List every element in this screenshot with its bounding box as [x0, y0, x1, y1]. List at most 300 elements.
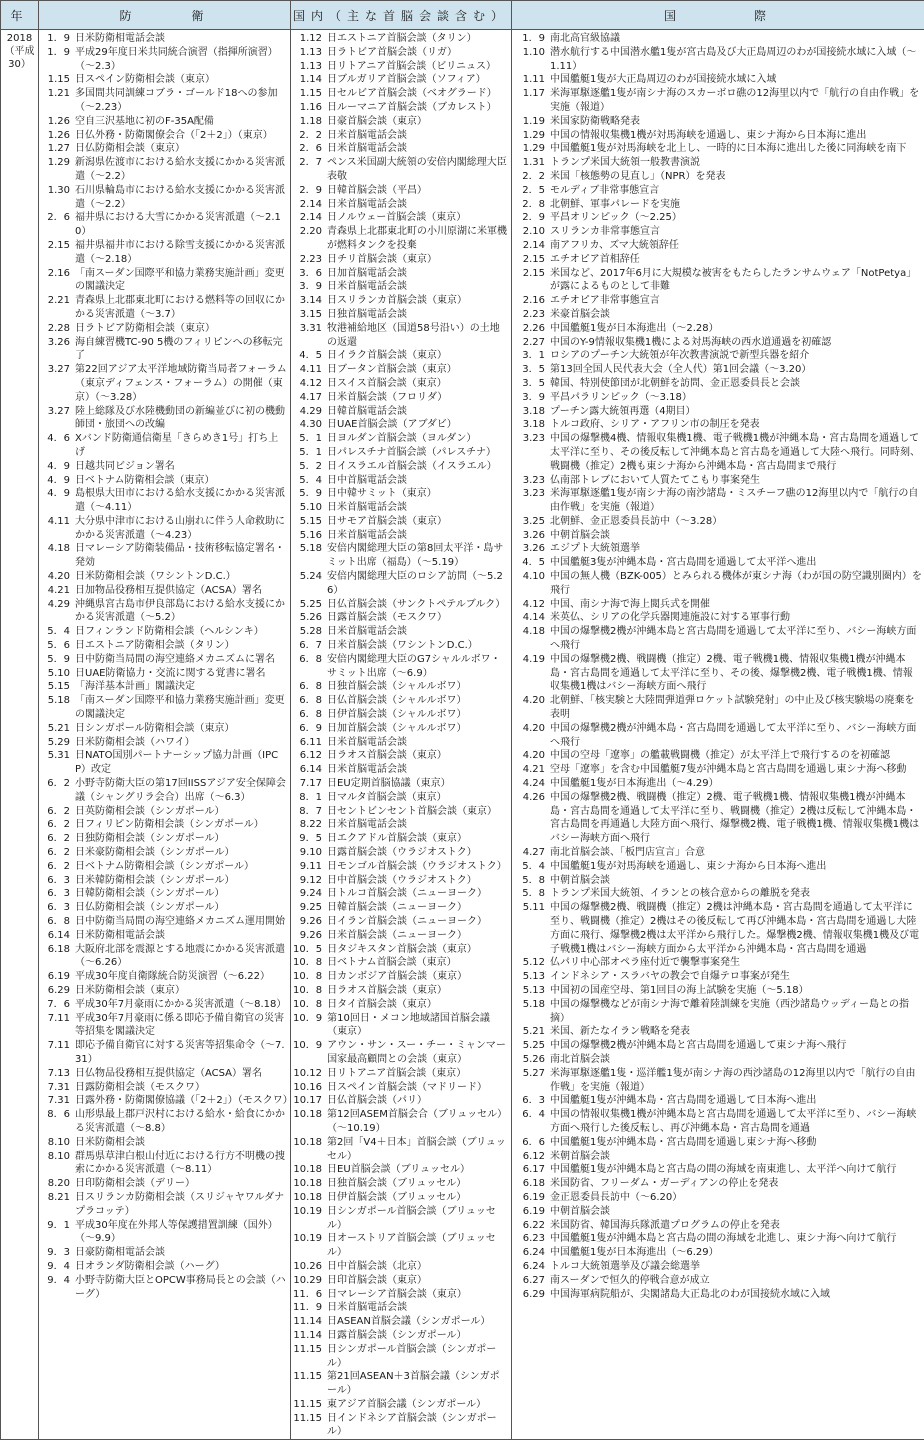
defense-entry-date: 5.15 — [41, 680, 75, 694]
defense-entry-text: 日ラトビア防衛相会談（東京） — [75, 322, 288, 336]
defense-entry-date: 5.18 — [41, 694, 75, 722]
domestic-entry — [293, 253, 509, 267]
domestic-entry-date: 11．9 — [293, 1301, 327, 1315]
international-entry-date: 3.26 — [514, 529, 550, 543]
domestic-entry — [293, 1329, 509, 1343]
defense-entry-text: 沖縄県宮古島市伊良部島における給水支援にかかる災害派遣（〜5.2） — [75, 598, 288, 626]
international-entry-text: 韓国、特別使節団が北朝鮮を訪問、金正恩委員長と会談 — [550, 377, 922, 391]
international-entry-date: 5.12 — [514, 956, 550, 970]
domestic-entry-date: 10.18 — [293, 1163, 327, 1177]
defense-entry-text: 大阪府北部を震源とする地震にかかる災害派遣（〜6.26） — [75, 943, 288, 971]
defense-entry-text: 日スリランカ防衛相会談（スリジャヤワルダナプラコッテ） — [75, 1191, 288, 1219]
international-entry-text: 北朝鮮、「核実験と大陸間弾道弾ロケット試験発射」の中止及び核実験場の廃棄を表明 — [550, 694, 922, 722]
defense-entry-text: 日仏物品役務相互提供協定（ACSA）署名 — [75, 1067, 288, 1081]
domestic-entry — [293, 1191, 509, 1205]
domestic-entry-text: 日オーストリア首脳会談（ブリュッセル） — [327, 1232, 509, 1260]
domestic-entry — [293, 32, 509, 46]
defense-entry-date: 6．3 — [41, 901, 75, 915]
domestic-entry-date: 11.14 — [293, 1329, 327, 1343]
domestic-entry-text: 日米首脳会談（フロリダ） — [327, 391, 509, 405]
domestic-entry-text: 日イラン首脳会談（ニューヨーク） — [327, 915, 509, 929]
defense-entry-date: 1.27 — [41, 142, 75, 156]
domestic-entry — [293, 1398, 509, 1412]
domestic-entry-text: 日韓首脳会談（ニューヨーク） — [327, 901, 509, 915]
defense-entry-text: 日加物品役務相互提供協定（ACSA）署名 — [75, 584, 288, 598]
domestic-entry — [293, 460, 509, 474]
defense-entry — [41, 1136, 288, 1150]
domestic-entry — [293, 1301, 509, 1315]
international-entry — [514, 901, 922, 956]
international-entry-text: 中国海軍病院船が、尖閣諸島大正島北のわが国接続水域に入域 — [550, 1288, 922, 1302]
domestic-entry — [293, 294, 509, 308]
international-entry — [514, 1067, 922, 1095]
international-entry — [514, 625, 922, 653]
defense-entry-text: 日米防衛相会談 — [75, 1136, 288, 1150]
domestic-entry-date: 2．6 — [293, 142, 327, 156]
international-entry-date: 6.12 — [514, 1150, 550, 1164]
international-entry-date: 5.25 — [514, 1039, 550, 1053]
defense-entry — [41, 915, 288, 929]
domestic-entry-date: 3.31 — [293, 322, 327, 350]
defense-entry — [41, 984, 288, 998]
domestic-entry-text: 日ノルウェー首脳会談（東京） — [327, 211, 509, 225]
domestic-entry-text: 日タジキスタン首脳会談（東京） — [327, 943, 509, 957]
domestic-entry — [293, 846, 509, 860]
domestic-entry — [293, 60, 509, 74]
domestic-entry-date: 4．5 — [293, 349, 327, 363]
international-entry-date: 6.22 — [514, 1219, 550, 1233]
domestic-entry-text: 日印首脳会談（東京） — [327, 1274, 509, 1288]
international-entry-text: 金正恩委員長訪中（〜6.20） — [550, 1191, 922, 1205]
international-entry-date: 6.23 — [514, 1232, 550, 1246]
domestic-entry-date: 4.30 — [293, 418, 327, 432]
domestic-entry-date: 2．9 — [293, 184, 327, 198]
domestic-entry-text: 第12回ASEM首脳会合（ブリュッセル）（〜10.19） — [327, 1108, 509, 1136]
defense-entry-date: 2．6 — [41, 211, 75, 239]
domestic-entry-text: 日リトアニア首脳会談（東京） — [327, 1067, 509, 1081]
domestic-entry — [293, 736, 509, 750]
domestic-entry-date: 6.14 — [293, 763, 327, 777]
defense-entry-date: 1.30 — [41, 184, 75, 212]
domestic-entry — [293, 487, 509, 501]
defense-entry — [41, 129, 288, 143]
international-entry-text: エジプト大統領選挙 — [550, 542, 922, 556]
domestic-entry-text: 日米首脳電話会談 — [327, 129, 509, 143]
international-entry — [514, 984, 922, 998]
domestic-entry-text: 日セルビア首脳会談（ベオグラード） — [327, 87, 509, 101]
defense-entry-date: 7.13 — [41, 1067, 75, 1081]
international-entry-date: 6.24 — [514, 1260, 550, 1274]
international-entry — [514, 570, 922, 598]
domestic-entry-date: 6．8 — [293, 708, 327, 722]
defense-entry — [41, 1150, 288, 1178]
defense-entry — [41, 584, 288, 598]
defense-entry-date: 4．9 — [41, 487, 75, 515]
international-entry — [514, 32, 922, 46]
international-entry-text: 中国の爆撃機2機、戦闘機（推定）2機は沖縄本島・宮古島間を通過して太平洋に至り、戦闘機（推定）2機はその後反転して再び沖縄本島・宮古島間を通過し大陸方面に飛行、爆撃機2機は太平洋から飛行した。爆撃機2機、情報収集機1機及び電子戦機1機はバシー海峡方面から太平洋から沖縄本島・宮古島間を通過 — [550, 901, 922, 956]
domestic-entry — [293, 377, 509, 391]
international-entry-text: 北朝鮮、軍事パレードを実施 — [550, 198, 922, 212]
defense-entry-date: 7.11 — [41, 1012, 75, 1040]
defense-entry-date: 4.18 — [41, 542, 75, 570]
domestic-entry-text: 日米首脳電話会談 — [327, 736, 509, 750]
defense-entry — [41, 887, 288, 901]
international-entry-date: 1.31 — [514, 156, 550, 170]
defense-entry-text: 日フィンランド防衛相会談（ヘルシンキ） — [75, 625, 288, 639]
domestic-entry-date: 4.11 — [293, 363, 327, 377]
domestic-entry — [293, 639, 509, 653]
domestic-entry-date: 6.12 — [293, 749, 327, 763]
defense-entry-date: 9．1 — [41, 1219, 75, 1247]
defense-entry-text: 第22回アジア太平洋地域防衛当局者フォーラム（東京ディフェンス・フォーラム）の開催（東京）（〜3.28） — [75, 363, 288, 404]
international-entry-text: 中国艦艇1隻が大正島周辺のわが国接続水域に入域 — [550, 73, 922, 87]
defense-entry-date: 6.18 — [41, 943, 75, 971]
domestic-entry-text: 日米首脳会談（ニューヨーク） — [327, 929, 509, 943]
domestic-entry-date: 8．7 — [293, 805, 327, 819]
international-entry-text: 中国の爆撃機2機、戦闘機（推定）2機、電子戦機1機、情報収集機1機が沖縄本島・宮古島間を通過して太平洋に至り、戦闘機（推定）2機は反転して沖縄本島・宮古島間を再通過し大陸方面へ飛行、爆撃機2機、電子戦機1機、情報収集機1機はバシー海峡方面へ飛行 — [550, 791, 922, 846]
defense-entry-text: 海自練習機TC-90 5機のフィリピンへの移転完了 — [75, 336, 288, 364]
domestic-entry — [293, 87, 509, 101]
defense-entry — [41, 832, 288, 846]
defense-entry-date: 3.27 — [41, 405, 75, 433]
defense-entry — [41, 1219, 288, 1247]
defense-entry — [41, 294, 288, 322]
defense-entry-date: 4.11 — [41, 515, 75, 543]
domestic-entry-date: 10．8 — [293, 956, 327, 970]
defense-entry-date: 8.20 — [41, 1177, 75, 1191]
defense-entry-date: 9．3 — [41, 1246, 75, 1260]
domestic-entry — [293, 984, 509, 998]
domestic-entry-date: 3．9 — [293, 280, 327, 294]
international-entry-date: 5.11 — [514, 901, 550, 956]
domestic-entry-text: 日米首脳電話会談 — [327, 763, 509, 777]
defense-entry-text: 日仏防衛相会談（東京） — [75, 142, 288, 156]
domestic-entry — [293, 322, 509, 350]
domestic-entry-text: 日米首脳電話会談 — [327, 818, 509, 832]
domestic-entry-date: 10．9 — [293, 1012, 327, 1040]
domestic-entry-date: 1.13 — [293, 46, 327, 60]
domestic-entry — [293, 1343, 509, 1371]
domestic-entry-text: 日米首脳電話会談 — [327, 142, 509, 156]
international-entry — [514, 294, 922, 308]
defense-entry-text: 日UAE防衛協力・交流に関する覚書に署名 — [75, 667, 288, 681]
international-entry — [514, 791, 922, 846]
defense-entry-text: 島根県大田市における給水支援にかかる災害派遣（〜4.11） — [75, 487, 288, 515]
international-entry-text: 米英仏、シリアの化学兵器関連施設に対する軍事行動 — [550, 611, 922, 625]
defense-entry — [41, 736, 288, 750]
domestic-entry-text: 第21回ASEAN＋3首脳会議（シンガポール） — [327, 1370, 509, 1398]
defense-entry-date: 5.29 — [41, 736, 75, 750]
international-entry-text: 米豪首脳会談 — [550, 308, 922, 322]
international-entry-text: エチオピア非常事態宣言 — [550, 294, 922, 308]
domestic-entry — [293, 1108, 509, 1136]
international-entry-date: 4.20 — [514, 749, 550, 763]
international-entry-text: 南北高官級協議 — [550, 32, 922, 46]
defense-entry-text: 山形県最上郡戸沢村における給水・給食にかかる災害派遣（〜8.8） — [75, 1108, 288, 1136]
domestic-entry-text: 日シンガポール首脳会談（シンガポール） — [327, 1343, 509, 1371]
domestic-entry-text: 日ラオス首脳会談（東京） — [327, 749, 509, 763]
defense-entry — [41, 818, 288, 832]
international-entry-date: 6.27 — [514, 1274, 550, 1288]
defense-entry-date: 6．2 — [41, 777, 75, 805]
domestic-entry-text: 日仏首脳会談（シャルルボワ） — [327, 694, 509, 708]
domestic-entry-text: 日マレーシア首脳会談（東京） — [327, 1288, 509, 1302]
international-entry-date: 6.29 — [514, 1288, 550, 1302]
international-entry-text: 南アフリカ、ズマ大統領辞任 — [550, 239, 922, 253]
defense-entry-text: 「海洋基本計画」閣議決定 — [75, 680, 288, 694]
domestic-entry — [293, 225, 509, 253]
international-entry-date: 1.11 — [514, 73, 550, 87]
international-entry-text: 中国の情報収集機1機が沖縄本島と宮古島間を通過して太平洋に至り、バシー海峡方面へ飛行した後反転し、再び沖縄本島・宮古島間を通過 — [550, 1108, 922, 1136]
defense-entry-date: 4.29 — [41, 598, 75, 626]
domestic-entry-date: 5.10 — [293, 501, 327, 515]
domestic-entry-date: 11.15 — [293, 1343, 327, 1371]
domestic-entry-date: 4.12 — [293, 377, 327, 391]
defense-entry-date: 6．2 — [41, 860, 75, 874]
international-entry — [514, 763, 922, 777]
international-entry-text: スリランカ非常事態宣言 — [550, 225, 922, 239]
domestic-entry-date: 10.19 — [293, 1205, 327, 1233]
domestic-entry-text: 日ASEAN首脳会議（シンガポール） — [327, 1315, 509, 1329]
international-entry — [514, 1246, 922, 1260]
defense-entry-date: 2.16 — [41, 267, 75, 295]
domestic-entry — [293, 832, 509, 846]
domestic-entry-date: 2.14 — [293, 211, 327, 225]
domestic-entry-date: 5.25 — [293, 598, 327, 612]
international-entry-date: 2．8 — [514, 198, 550, 212]
domestic-entry-date: 5．9 — [293, 487, 327, 501]
domestic-entry-text: 日中首脳会談（ウラジオストク） — [327, 874, 509, 888]
domestic-entry-text: 日仏首脳会談（サンクトペテルブルク） — [327, 598, 509, 612]
international-entry-date: 4.21 — [514, 763, 550, 777]
international-entry-date: 1.19 — [514, 115, 550, 129]
domestic-entry-date: 1.14 — [293, 73, 327, 87]
defense-entry-text: 日豪防衛相電話会談 — [75, 1246, 288, 1260]
domestic-entry-date: 10．8 — [293, 970, 327, 984]
international-entry-date: 2.14 — [514, 239, 550, 253]
domestic-entry-date: 11.15 — [293, 1412, 327, 1440]
year-cell — [1, 30, 39, 1440]
defense-entry-text: 陸上総隊及び水陸機動団の新編並びに初の機動師団・旅団への改編 — [75, 405, 288, 433]
international-entry-date: 4.26 — [514, 791, 550, 846]
domestic-entry-text: 日露首脳会談（シンガポール） — [327, 1329, 509, 1343]
defense-entry — [41, 846, 288, 860]
international-entry-date: 6.19 — [514, 1205, 550, 1219]
international-entry — [514, 391, 922, 405]
defense-entry — [41, 874, 288, 888]
international-entry-text: プーチン露大統領再選（4期目） — [550, 405, 922, 419]
domestic-entry — [293, 280, 509, 294]
international-entry-date: 4.18 — [514, 625, 550, 653]
defense-entry-text: 日中防衛当局間の海空連絡メカニズム運用開始 — [75, 915, 288, 929]
domestic-entry-date: 3.14 — [293, 294, 327, 308]
defense-entry — [41, 860, 288, 874]
international-entry-text: 中国艦艇1隻が日本海進出（〜6.29） — [550, 1246, 922, 1260]
domestic-entry-date: 3.15 — [293, 308, 327, 322]
defense-entry — [41, 267, 288, 295]
defense-entry — [41, 694, 288, 722]
domestic-entry-text: 日米首脳電話会談 — [327, 280, 509, 294]
defense-entry-date: 3.27 — [41, 363, 75, 404]
domestic-entry-text: 日仏首脳会談（パリ） — [327, 1094, 509, 1108]
domestic-entry-text: 日EU首脳会談（ブリュッセル） — [327, 1163, 509, 1177]
international-entry — [514, 184, 922, 198]
domestic-entry-date: 5．2 — [293, 460, 327, 474]
domestic-entry-date: 9.11 — [293, 860, 327, 874]
international-entry-text: 平昌オリンピック（〜2.25） — [550, 211, 922, 225]
domestic-entry-date: 10.18 — [293, 1136, 327, 1164]
international-entry-date: 4.27 — [514, 846, 550, 860]
international-entry-text: 中朝首脳会談 — [550, 529, 922, 543]
domestic-entry — [293, 998, 509, 1012]
international-entry — [514, 1053, 922, 1067]
international-entry-date: 3.26 — [514, 542, 550, 556]
international-entry — [514, 1205, 922, 1219]
domestic-entry-date: 5．1 — [293, 446, 327, 460]
international-entry — [514, 1288, 922, 1302]
international-entry — [514, 198, 922, 212]
international-entry-date: 2.15 — [514, 267, 550, 295]
domestic-entry-date: 9.24 — [293, 887, 327, 901]
international-entry — [514, 432, 922, 473]
defense-entry-date: 8．6 — [41, 1108, 75, 1136]
defense-entry-text: 日マレーシア防衛装備品・技術移転協定署名・発効 — [75, 542, 288, 570]
defense-entry-date: 5．6 — [41, 639, 75, 653]
defense-entry-text: 日シンガポール防衛相会談（東京） — [75, 722, 288, 736]
defense-entry — [41, 777, 288, 805]
domestic-entry-text: 日米首脳電話会談 — [327, 198, 509, 212]
domestic-entry-date: 6.11 — [293, 736, 327, 750]
domestic-entry — [293, 211, 509, 225]
domestic-entry — [293, 1370, 509, 1398]
international-entry — [514, 418, 922, 432]
domestic-entry — [293, 349, 509, 363]
international-entry-date: 3．5 — [514, 363, 550, 377]
domestic-entry — [293, 1081, 509, 1095]
defense-entry-text: 「南スーダン国際平和協力業務実施計画」変更の閣議決定 — [75, 267, 288, 295]
defense-entry-text: 日露防衛相会談（モスクワ） — [75, 1081, 288, 1095]
domestic-entry-text: 日独首脳会談（シャルルボワ） — [327, 680, 509, 694]
domestic-entry-date: 1.12 — [293, 32, 327, 46]
domestic-entry — [293, 901, 509, 915]
international-entry — [514, 1219, 922, 1233]
domestic-entry-date: 6．7 — [293, 639, 327, 653]
international-entry — [514, 253, 922, 267]
international-entry-date: 4．5 — [514, 556, 550, 570]
defense-entry-text: 日米韓防衛相会談（シンガポール） — [75, 874, 288, 888]
domestic-entry-text: 日中首脳会談（北京） — [327, 1260, 509, 1274]
international-entry-text: 米国「核態勢の見直し」（NPR）を発表 — [550, 170, 922, 184]
domestic-entry-text: 青森県上北郡東北町の小川原湖に米軍機が燃料タンクを投棄 — [327, 225, 509, 253]
international-entry — [514, 1136, 922, 1150]
international-entry — [514, 598, 922, 612]
domestic-entry — [293, 956, 509, 970]
international-entry-text: 中国の爆撃機2機、戦闘機（推定）2機、電子戦機1機、情報収集機1機が沖縄本島・宮古島間を通過して太平洋に至り、その後、爆撃機2機、電子戦機1機、情報収集機1機はバシー海峡方面へ飛行 — [550, 653, 922, 694]
international-entry-text: 中国艦艇1隻が対馬海峡を通過し、東シナ海から日本海へ進出 — [550, 860, 922, 874]
domestic-entry — [293, 515, 509, 529]
defense-entry-text: 青森県上北郡東北町における燃料等の回収にかかる災害派遣（〜3.7） — [75, 294, 288, 322]
international-entry-text: 潜水航行する中国潜水艦1隻が宮古島及び大正島周辺のわが国接続水域に入域（〜1.11） — [550, 46, 922, 74]
defense-entry-date: 6．3 — [41, 874, 75, 888]
domestic-entry — [293, 860, 509, 874]
international-entry-date: 5.13 — [514, 984, 550, 998]
domestic-entry-date: 7.17 — [293, 777, 327, 791]
international-entry-date: 3.18 — [514, 405, 550, 419]
defense-entry-text: 日英防衛相会談（シンガポール） — [75, 805, 288, 819]
domestic-entry-text: 日パレスチナ首脳会談（パレスチナ） — [327, 446, 509, 460]
defense-entry-text: 多国間共同訓練コブラ・ゴールド18への参加（〜2.23） — [75, 87, 288, 115]
domestic-entry-date: 2.23 — [293, 253, 327, 267]
domestic-entry-text: 日加首脳会談（シャルルボワ） — [327, 722, 509, 736]
international-entry-text: 中国の爆撃機2機が沖縄本島と宮古島間を通過して東シナ海へ飛行 — [550, 1039, 922, 1053]
defense-entry-date: 7.11 — [41, 1039, 75, 1067]
international-entry-text: 南北首脳会談 — [550, 1053, 922, 1067]
defense-entry-date: 1.26 — [41, 115, 75, 129]
defense-entry — [41, 184, 288, 212]
international-entry — [514, 239, 922, 253]
defense-entry — [41, 405, 288, 433]
international-entry-date: 6.18 — [514, 1177, 550, 1191]
defense-entry-date: 5．4 — [41, 625, 75, 639]
international-entry — [514, 1177, 922, 1191]
international-entry-text: 中国初の国産空母、第1回目の海上試験を実施（〜5.18） — [550, 984, 922, 998]
defense-entry — [41, 515, 288, 543]
domestic-entry-text: 日サモア首脳会談（東京） — [327, 515, 509, 529]
domestic-entry — [293, 1315, 509, 1329]
domestic-entry-text: 日米首脳電話会談 — [327, 529, 509, 543]
international-entry — [514, 874, 922, 888]
defense-entry-date: 6．2 — [41, 846, 75, 860]
international-entry — [514, 653, 922, 694]
defense-entry-text: 日米防衛相電話会談 — [75, 32, 288, 46]
domestic-entry-text: 日露首脳会談（モスクワ） — [327, 611, 509, 625]
defense-entry-date: 1.15 — [41, 73, 75, 87]
domestic-entry-date: 5．4 — [293, 474, 327, 488]
domestic-entry — [293, 625, 509, 639]
domestic-entry-text: 日ルーマニア首脳会談（ブカレスト） — [327, 101, 509, 115]
international-entry — [514, 1232, 922, 1246]
defense-entry-date: 1.29 — [41, 156, 75, 184]
international-entry — [514, 73, 922, 87]
defense-entry-text: 群馬県草津白根山付近における行方不明機の捜索にかかる災害派遣（〜8.11） — [75, 1150, 288, 1178]
international-entry — [514, 722, 922, 750]
domestic-entry-date: 10.18 — [293, 1177, 327, 1191]
year-row — [1, 30, 924, 1440]
international-entry-date: 2.23 — [514, 308, 550, 322]
international-entry-text: 中国のY-9情報収集機1機による対馬海峡の西水道通過を初確認 — [550, 336, 922, 350]
international-entry-date: 3.18 — [514, 418, 550, 432]
international-entry-text: 中国の爆撃機2機が沖縄本島と宮古島間を通過して太平洋に至り、バシー海峡方面へ飛行 — [550, 625, 922, 653]
international-entry-text: 米国家防衛戦略発表 — [550, 115, 922, 129]
defense-entry-text: 即応予備自衛官に対する災害等招集命令（〜7.31） — [75, 1039, 288, 1067]
international-entry-text: 南スーダンで恒久的停戦合意が成立 — [550, 1274, 922, 1288]
domestic-entry — [293, 598, 509, 612]
domestic-entry — [293, 184, 509, 198]
international-entry-text: 米国、新たなイラン戦略を発表 — [550, 1025, 922, 1039]
international-entry-text: トルコ政府、シリア・アフリン市の制圧を発表 — [550, 418, 922, 432]
defense-entry-date: 9．4 — [41, 1274, 75, 1302]
defense-entry-date: 1．9 — [41, 32, 75, 46]
domestic-entry-text: 日ベトナム首脳会談（東京） — [327, 956, 509, 970]
international-entry — [514, 1094, 922, 1108]
international-entry — [514, 998, 922, 1026]
international-entry — [514, 846, 922, 860]
domestic-entry — [293, 1232, 509, 1260]
international-entry-text: 中国艦艇1隻が沖縄本島と宮古島の間の海域を北進し、東シナ海へ向けて航行 — [550, 1232, 922, 1246]
domestic-entry-date: 10.26 — [293, 1260, 327, 1274]
international-entry-text: 中国艦艇1隻が沖縄本島・宮古島間を通過し東シナ海へ移動 — [550, 1136, 922, 1150]
defense-entry-date: 2.28 — [41, 322, 75, 336]
